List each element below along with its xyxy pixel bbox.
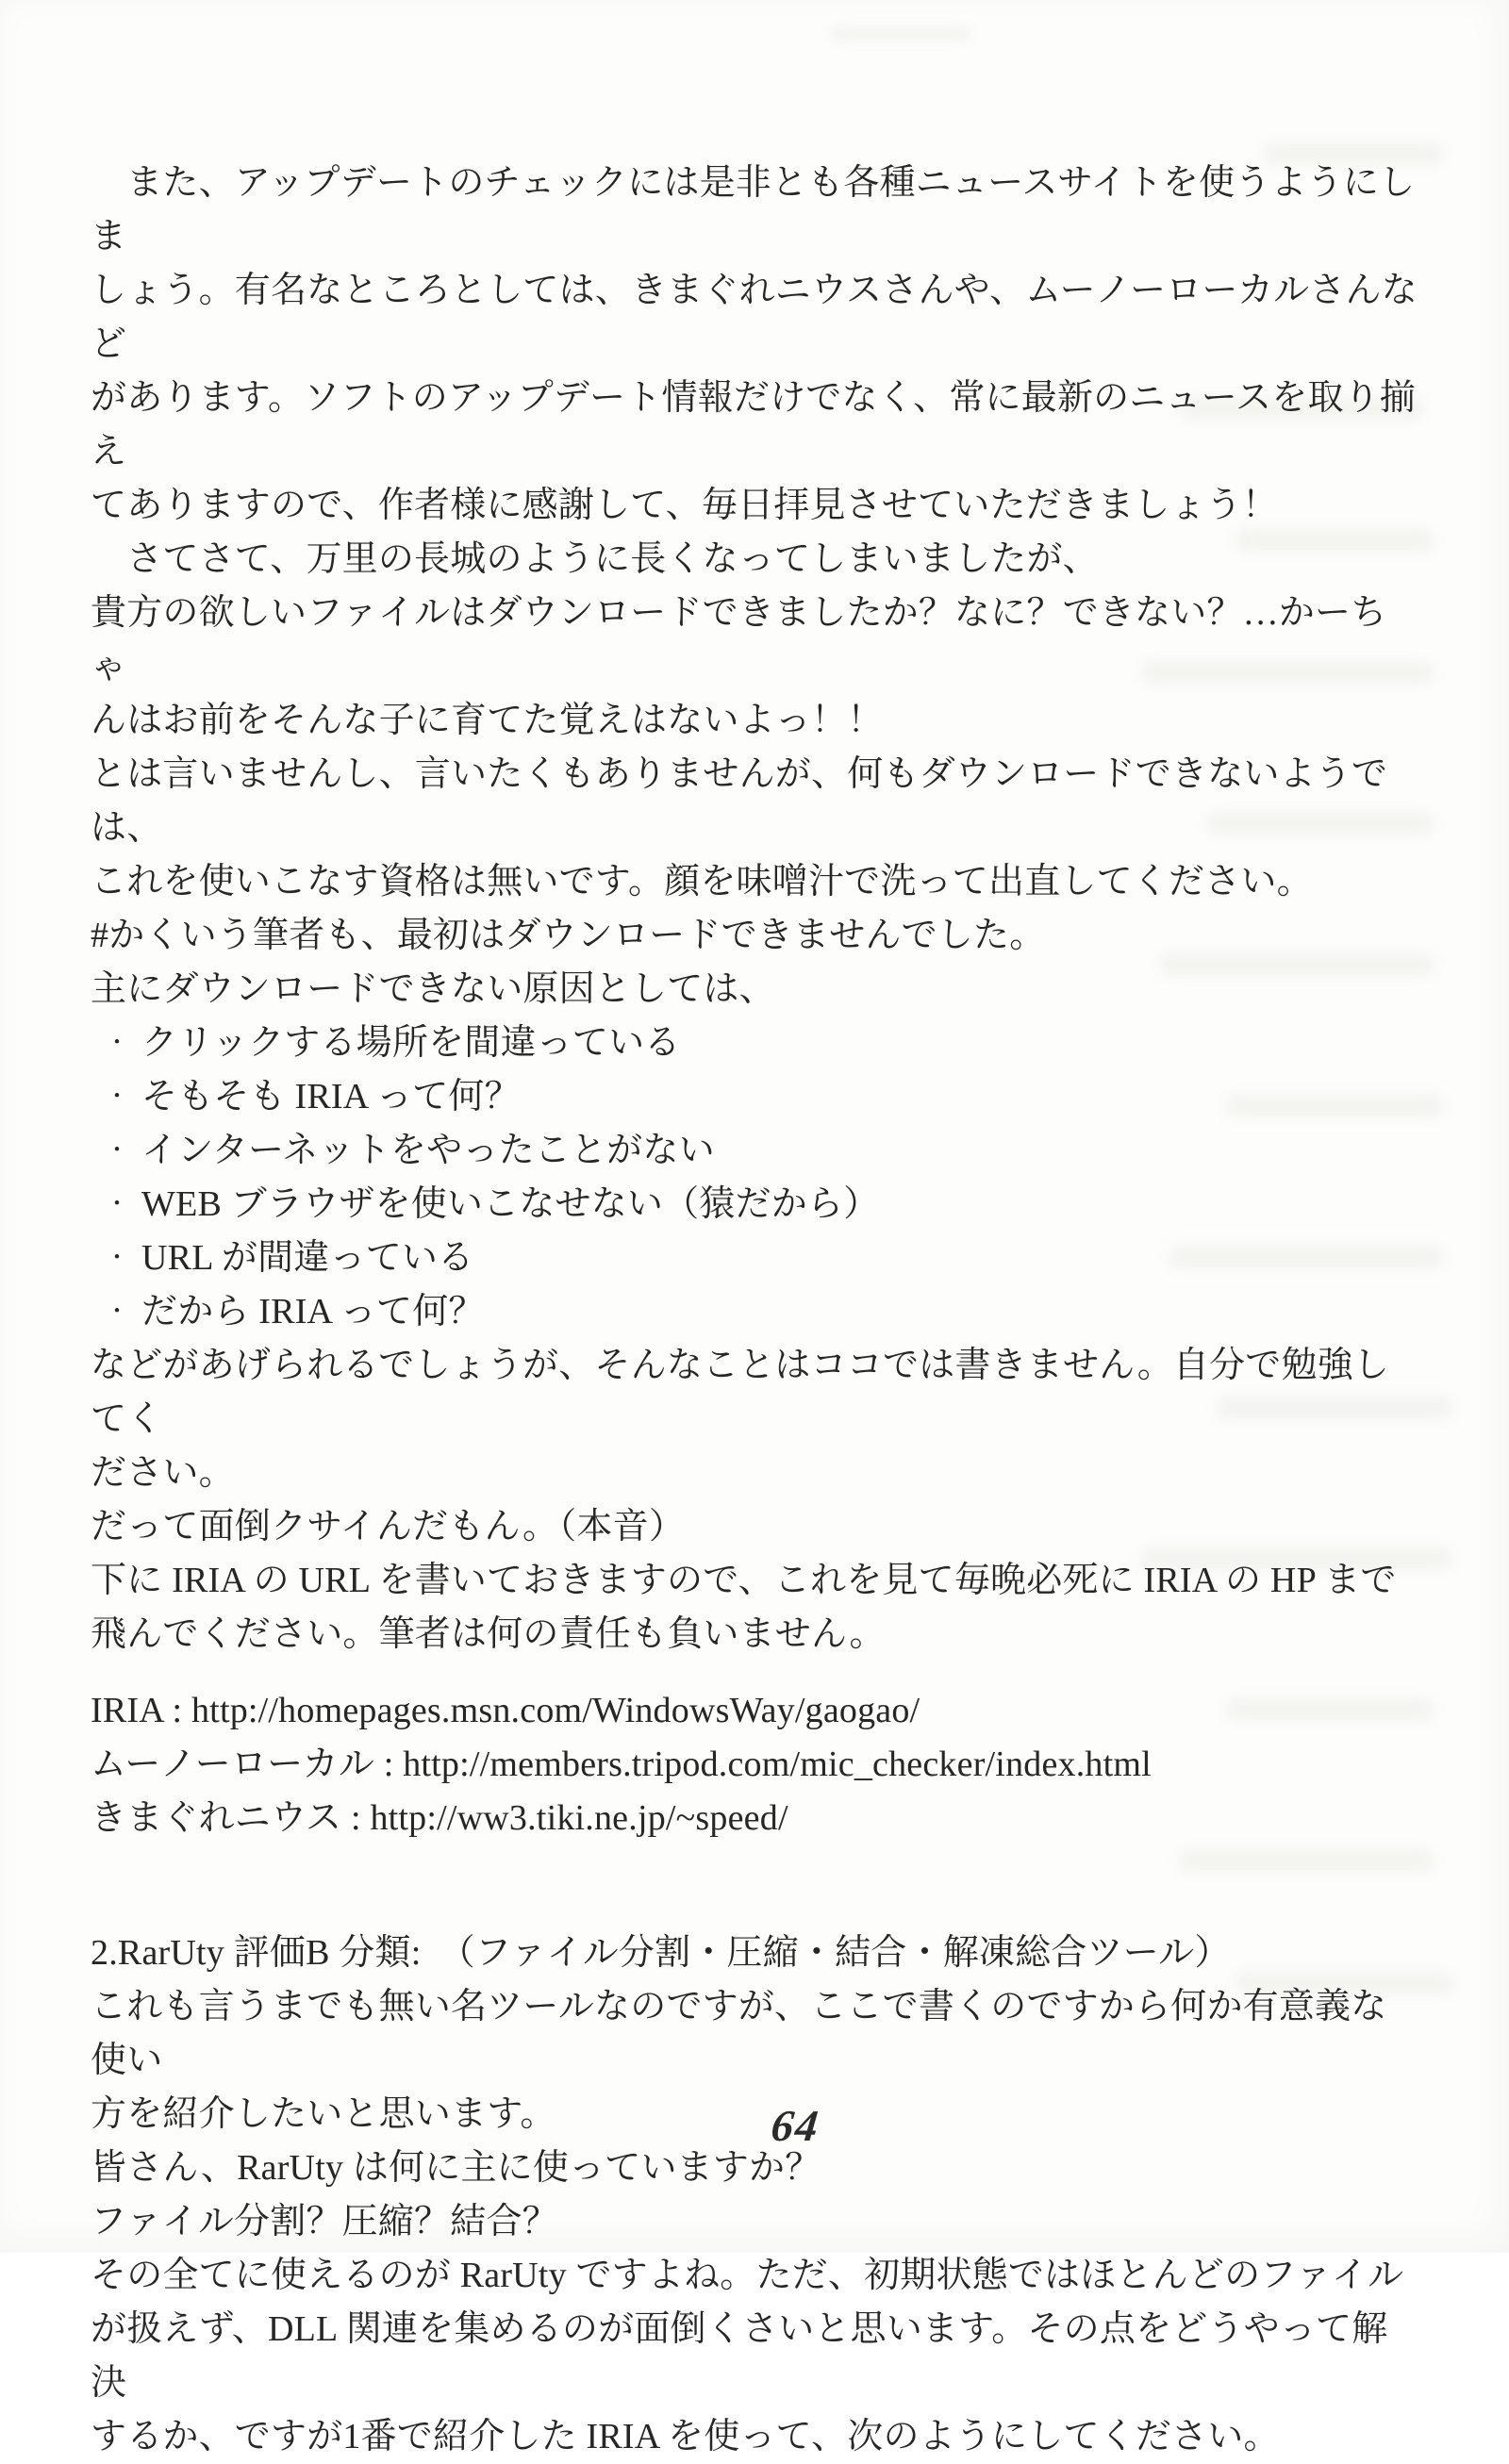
paragraph-line: また、アップデートのチェックには是非とも各種ニュースサイトを使うようにしま (91, 163, 1416, 256)
link-separator: : (341, 1798, 371, 1838)
bullet-item (91, 1070, 1422, 1124)
paragraph-line: 主にダウンロードできない原因としては、 (91, 969, 775, 1009)
paragraph-line: 皆さん、RarUty は何に主に使っていますか？ (91, 2148, 821, 2188)
paragraph-line: これを使いこなす資格は無いです。顔を味噌汁で洗って出直してください。 (91, 862, 1313, 901)
paragraph-line: これも言うまでも無い名ツールなのですが、ここで書くのですから何か有意義な使い (91, 1987, 1387, 2080)
bullet-marker: ・ (106, 1192, 129, 1216)
bleed-through-mark (830, 26, 971, 41)
paragraph-line: んはお前をそんな子に育てた覚えはないよっ！！ (91, 701, 884, 740)
link-url: http://homepages.msn.com/WindowsWay/gaogao/ (191, 1691, 920, 1730)
bullet-item-label: だから IRIA って何？ (141, 1292, 485, 1331)
url-reference-line (91, 1684, 1422, 1738)
paragraph-line: があります。ソフトのアップデート情報だけでなく、常に最新のニュースを取り揃え (91, 378, 1417, 471)
bullet-item (91, 1124, 1422, 1178)
link-label: ムーノーローカル (91, 1745, 375, 1784)
bullet-marker: ・ (106, 1138, 129, 1163)
url-reference-line (91, 1738, 1422, 1792)
bullet-marker: ・ (106, 1031, 129, 1055)
vertical-gap (91, 1845, 1422, 1927)
bullet-item-label: WEB ブラウザを使いこなせない（猿だから） (141, 1184, 880, 1224)
url-reference-line (91, 1792, 1422, 1845)
paragraph-line: 飛んでください。筆者は何の責任も負いません。 (91, 1614, 886, 1654)
paragraph-line: しょう。有名なところとしては、きまぐれニウスさんや、ムーノーローカルさんなど (91, 271, 1418, 364)
link-separator: : (374, 1745, 404, 1784)
bullet-item (91, 1232, 1422, 1285)
paragraph-line: その全てに使えるのが RarUty ですよね。ただ、初期状態ではほとんどのファイル (91, 2256, 1404, 2295)
link-url: http://ww3.tiki.ne.jp/~speed/ (370, 1798, 788, 1838)
paragraph-line: 方を紹介したいと思います。 (91, 2094, 556, 2134)
page-text-block (91, 157, 1422, 2464)
paragraph-line: とは言いませんし、言いたくもありませんが、何もダウンロードできないようでは、 (91, 754, 1388, 848)
section-heading: 2.RarUty 評価B 分類: （ファイル分割・圧縮・結合・解凍総合ツール） (91, 1933, 1231, 1973)
link-separator: : (162, 1691, 191, 1730)
paragraph-line: 貴方の欲しいファイルはダウンロードできましたか？なに？できない？…かーちゃ (91, 593, 1387, 686)
bullet-item (91, 1285, 1422, 1339)
paragraph-line: ファイル分割？圧縮？結合？ (91, 2202, 558, 2241)
link-url: http://members.tripod.com/mic_checker/index.html (403, 1745, 1152, 1784)
bullet-marker: ・ (106, 1246, 129, 1270)
bullet-item-label: URL が間違っている (141, 1238, 474, 1278)
paragraph-line: が扱えず、DLL 関連を集めるのが面倒くさいと思います。その点をどうやって解決 (91, 2309, 1388, 2403)
vertical-gap (91, 1662, 1422, 1684)
paragraph-line: ださい。 (91, 1453, 235, 1493)
bullet-marker: ・ (106, 1299, 129, 1324)
link-label: IRIA (91, 1691, 163, 1730)
bullet-item-label: インターネットをやったことがない (141, 1131, 715, 1170)
bullet-item (91, 1178, 1422, 1232)
page-number: 64 (769, 2102, 822, 2151)
bullet-marker: ・ (106, 1084, 129, 1109)
paragraph-line: するか、ですが1番で紹介した IRIA を使って、次のようにしてください。 (91, 2417, 1280, 2456)
bullet-item (91, 1017, 1422, 1070)
paragraph-line: 下に IRIA の URL を書いておきますので、これを見て毎晩必死に IRIA の HP まで (91, 1561, 1397, 1600)
bullet-item-label: そもそも IRIA って何？ (141, 1077, 521, 1116)
paragraph-line: #かくいう筆者も、最初はダウンロードできませんでした。 (91, 916, 1046, 955)
paragraph-line: さてさて、万里の長城のように長くなってしまいましたが、 (91, 539, 1099, 579)
paragraph-line: てありますので、作者様に感謝して、毎日拝見させていただきましょう！ (91, 486, 1279, 525)
link-label: きまぐれニウス (91, 1798, 342, 1838)
bullet-item-label: クリックする場所を間違っている (141, 1023, 681, 1063)
paragraph-line: だって面倒クサイんだもん。（本音） (91, 1507, 686, 1546)
paragraph-line: などがあげられるでしょうが、そんなことはココでは書きません。自分で勉強してく (91, 1346, 1390, 1439)
